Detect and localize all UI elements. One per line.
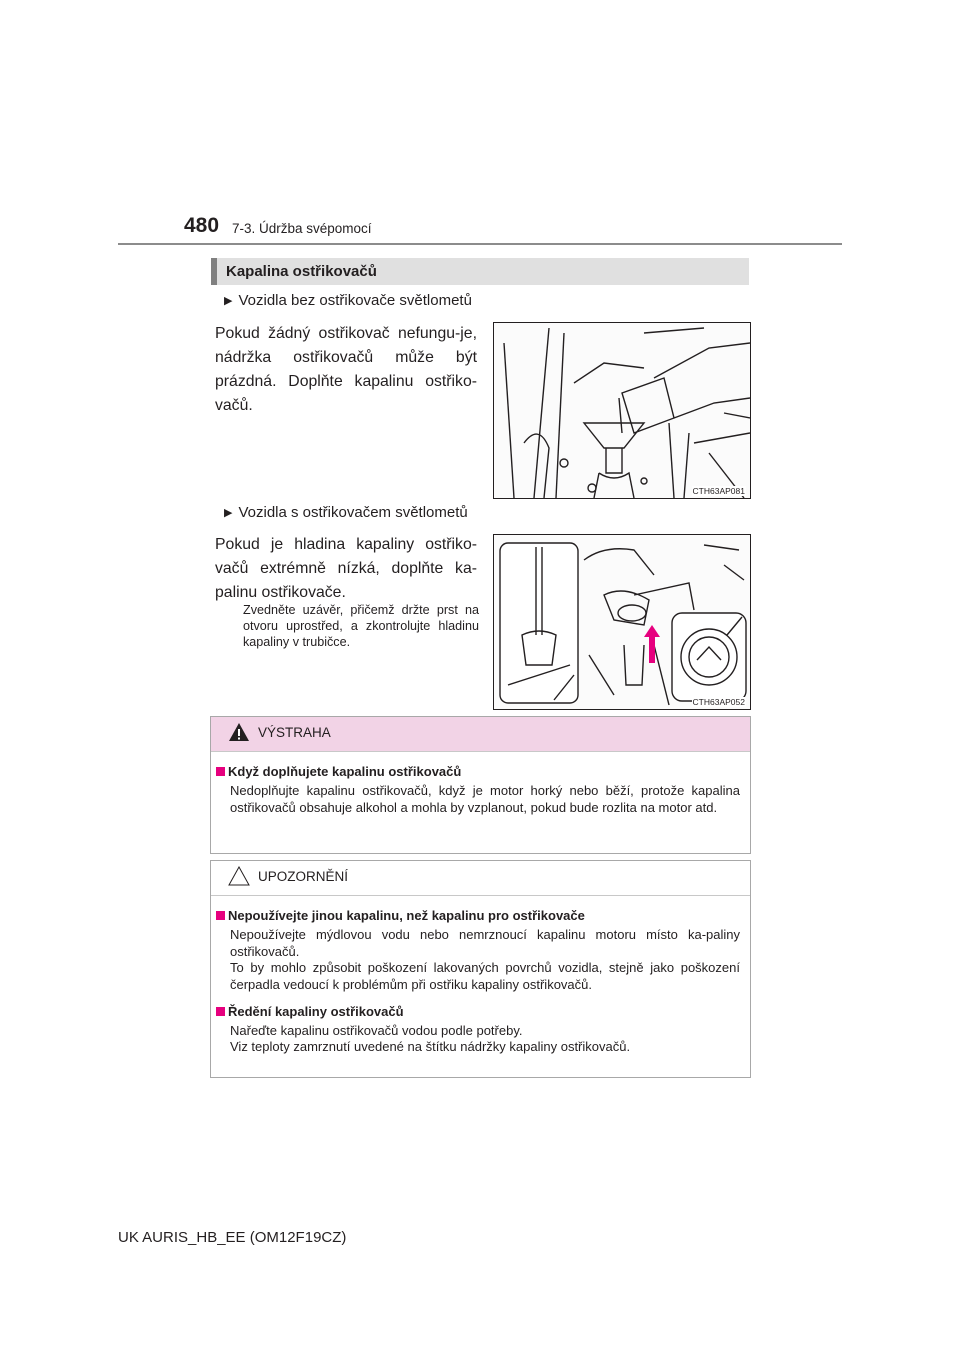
notice-item-text: Viz teploty zamrznutí uvedené na štítku nádržky kapaliny ostřikovačů. (230, 1039, 631, 1054)
warning-item-title-text: Když doplňujete kapalinu ostřikovačů (228, 764, 462, 779)
square-bullet-icon (216, 1007, 225, 1016)
triangle-bullet-icon: ▶ (224, 507, 233, 519)
caution-triangle-icon (228, 866, 250, 886)
notice-item-title-text: Ředění kapaliny ostřikovačů (228, 1004, 404, 1019)
triangle-bullet-icon: ▶ (224, 295, 233, 307)
section-title: 7-3. Údržba svépomocí (232, 221, 372, 236)
notice-box (210, 860, 751, 1078)
warning-box (210, 716, 751, 854)
notice-item-text: Nepoužívejte mýdlovou vodu nebo nemrznoucí kapalinu motoru místo ka-paliny ostřikovačů. (230, 927, 740, 959)
figure-washer-refill (493, 322, 751, 499)
warning-item-text: Nedoplňujte kapalinu ostřikovačů, když je motor horký nebo běží, protože kapalina ostřikovačů obsahuje alkohol a mohla by vzplanout, pokud bude rozlita na motor atd. (230, 783, 740, 815)
figure-code: CTH63AP081 (692, 486, 745, 496)
warning-header (211, 717, 750, 752)
warning-label: VÝSTRAHA (258, 725, 331, 740)
section-heading (211, 258, 749, 285)
section-heading-text: Kapalina ostřikovačů (226, 263, 377, 280)
note-2: Zvedněte uzávěr, přičemž držte prst na otvoru uprostřed, a zkontrolujte hladinu kapaliny v trubičce. (243, 603, 479, 649)
notice-header (211, 861, 750, 896)
notice-item-text: To by mohlo způsobit poškození lakovaných povrchů vozidla, stejně jako poškození čerpadla vedoucí k problémům při ostřiku kapaliny ostřikovačů. (230, 960, 740, 992)
square-bullet-icon (216, 911, 225, 920)
subheading-2 (224, 504, 468, 521)
figure-code: CTH63AP052 (692, 697, 745, 707)
notice-item-title (216, 1004, 404, 1019)
paragraph-2: Pokud je hladina kapaliny ostřiko-vačů extrémně nízká, doplňte ka-palinu ostřikovače. (215, 536, 477, 601)
subheading-2-text: Vozidla s ostřikovačem světlometů (238, 504, 468, 521)
notice-item-title-text: Nepoužívejte jinou kapalinu, než kapalinu pro ostřikovače (228, 908, 585, 923)
notice-item-text: Nařeďte kapalinu ostřikovačů vodou podle potřeby. (230, 1023, 523, 1038)
washer-level-illustration (494, 535, 750, 709)
heading-bar (211, 258, 217, 285)
paragraph-1: Pokud žádný ostřikovač nefungu-je, nádržka ostřikovačů může být prázdná. Doplňte kapalinu ostřiko-vačů. (215, 325, 477, 414)
subheading-1 (224, 292, 472, 309)
warning-item-title (216, 764, 461, 779)
notice-item-title (216, 908, 585, 923)
header-divider (118, 243, 842, 245)
square-bullet-icon (216, 767, 225, 776)
figure-washer-level (493, 534, 751, 710)
subheading-1-text: Vozidla bez ostřikovače světlometů (238, 292, 472, 309)
warning-triangle-icon (228, 722, 250, 742)
page-number: 480 (184, 214, 220, 237)
washer-refill-illustration (494, 323, 750, 498)
footer-model-code: UK AURIS_HB_EE (OM12F19CZ) (118, 1229, 347, 1246)
notice-label: UPOZORNĚNÍ (258, 869, 349, 884)
